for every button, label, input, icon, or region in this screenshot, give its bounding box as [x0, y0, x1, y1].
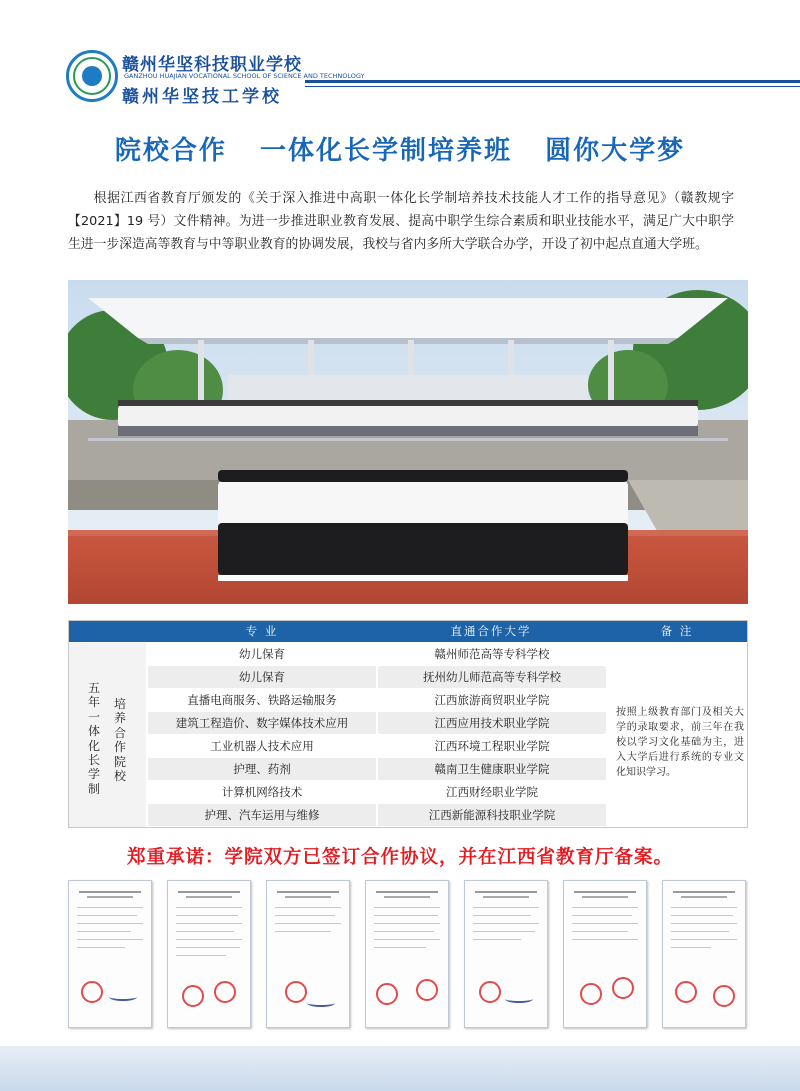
- program-label-cell: [68, 643, 146, 828]
- agreement-documents: [68, 880, 758, 1030]
- signature-icon: [307, 999, 335, 1007]
- program-type-label: 五年一体化长学制: [87, 681, 100, 796]
- table-header: [68, 620, 748, 642]
- university-cell: 抚州幼儿师范高等专科学校: [378, 666, 606, 688]
- school-name-cn: 赣州华坚科技职业学校: [122, 55, 302, 75]
- red-seal-icon: [416, 979, 438, 1001]
- school-name-technical: 赣州华坚技工学校: [122, 87, 282, 107]
- table-body: [68, 643, 748, 828]
- agreement-document: [365, 880, 449, 1028]
- red-seal-icon: [479, 981, 501, 1003]
- table-row: [148, 781, 606, 803]
- university-cell: 江西应用技术职业学院: [378, 712, 606, 734]
- note-text: 按照上级教育部门及相关大学的录取要求，前三年在我校以学习文化基础为主，进入大学后进行系统的专业文化知识学习。: [616, 707, 744, 778]
- major-cell: 工业机器人技术应用: [148, 735, 376, 757]
- red-seal-icon: [580, 983, 602, 1005]
- agreement-document: [68, 880, 152, 1028]
- major-cell: 计算机网络技术: [148, 781, 376, 803]
- red-seal-icon: [285, 981, 307, 1003]
- agreement-document: [662, 880, 746, 1028]
- agreement-document: [167, 880, 251, 1028]
- red-seal-icon: [214, 981, 236, 1003]
- university-cell: 赣州师范高等专科学校: [378, 643, 606, 665]
- red-seal-icon: [675, 981, 697, 1003]
- university-cell: 江西新能源科技职业学院: [378, 804, 606, 826]
- table-row: [148, 712, 606, 734]
- red-seal-icon: [182, 985, 204, 1007]
- major-cell: 幼儿保育: [148, 666, 376, 688]
- table-row: [148, 758, 606, 780]
- major-cell: 护理、汽车运用与维修: [148, 804, 376, 826]
- university-cell: 赣南卫生健康职业学院: [378, 758, 606, 780]
- table-row: [148, 735, 606, 757]
- university-cell: 江西旅游商贸职业学院: [378, 689, 606, 711]
- footer-band: [0, 1046, 800, 1091]
- major-cell: 幼儿保育: [148, 643, 376, 665]
- cooperation-table: [68, 620, 748, 828]
- header-major: 专 业: [245, 624, 279, 638]
- major-cell: 护理、药剂: [148, 758, 376, 780]
- signature-icon: [109, 993, 137, 1001]
- school-logo-icon: [66, 50, 118, 102]
- major-cell: 直播电商服务、铁路运输服务: [148, 689, 376, 711]
- page-headline: 院校合作 一体化长学制培养班 圆你大学梦: [114, 136, 686, 166]
- header-divider-thin: [305, 86, 800, 87]
- agreement-document: [464, 880, 548, 1028]
- table-row: [148, 643, 606, 665]
- group-photo-image: [68, 280, 748, 604]
- header-note: 备 注: [660, 624, 694, 638]
- university-cell: 江西环境工程职业学院: [378, 735, 606, 757]
- school-name-en: GANZHOU HUAJIAN VOCATIONAL SCHOOL OF SCIENCE AND TECHNOLOGY: [124, 72, 365, 80]
- table-row: [148, 689, 606, 711]
- table-row: [148, 666, 606, 688]
- red-seal-icon: [713, 985, 735, 1007]
- intro-paragraph: 根据江西省教育厅颁发的《关于深入推进中高职一体化长学制培养技术技能人才工作的指导意见》（赣教规字【2021】19 号）文件精神。为进一步推进职业教育发展、提高中职学生综合素质和职业技能水平，满足广大中职学生进一步深造高等教育与中等职业教育的协调发展，我校与省内多所大学联合办学，开设了初中起点直通大学班。: [68, 191, 734, 252]
- university-cell: 江西财经职业学院: [378, 781, 606, 803]
- note-cell: [608, 643, 748, 828]
- agreement-document: [266, 880, 350, 1028]
- agreement-document: [563, 880, 647, 1028]
- program-partner-label: 培养合作院校: [113, 697, 126, 784]
- header-divider: [305, 80, 800, 83]
- header-university: 直通合作大学: [450, 624, 532, 638]
- table-row: [148, 804, 606, 826]
- red-seal-icon: [612, 977, 634, 999]
- red-seal-icon: [376, 983, 398, 1005]
- promise-statement: 郑重承诺：学院双方已签订合作协议，并在江西省教育厅备案。: [126, 847, 673, 868]
- major-cell: 建筑工程造价、数字媒体技术应用: [148, 712, 376, 734]
- red-seal-icon: [81, 981, 103, 1003]
- signature-icon: [505, 995, 533, 1003]
